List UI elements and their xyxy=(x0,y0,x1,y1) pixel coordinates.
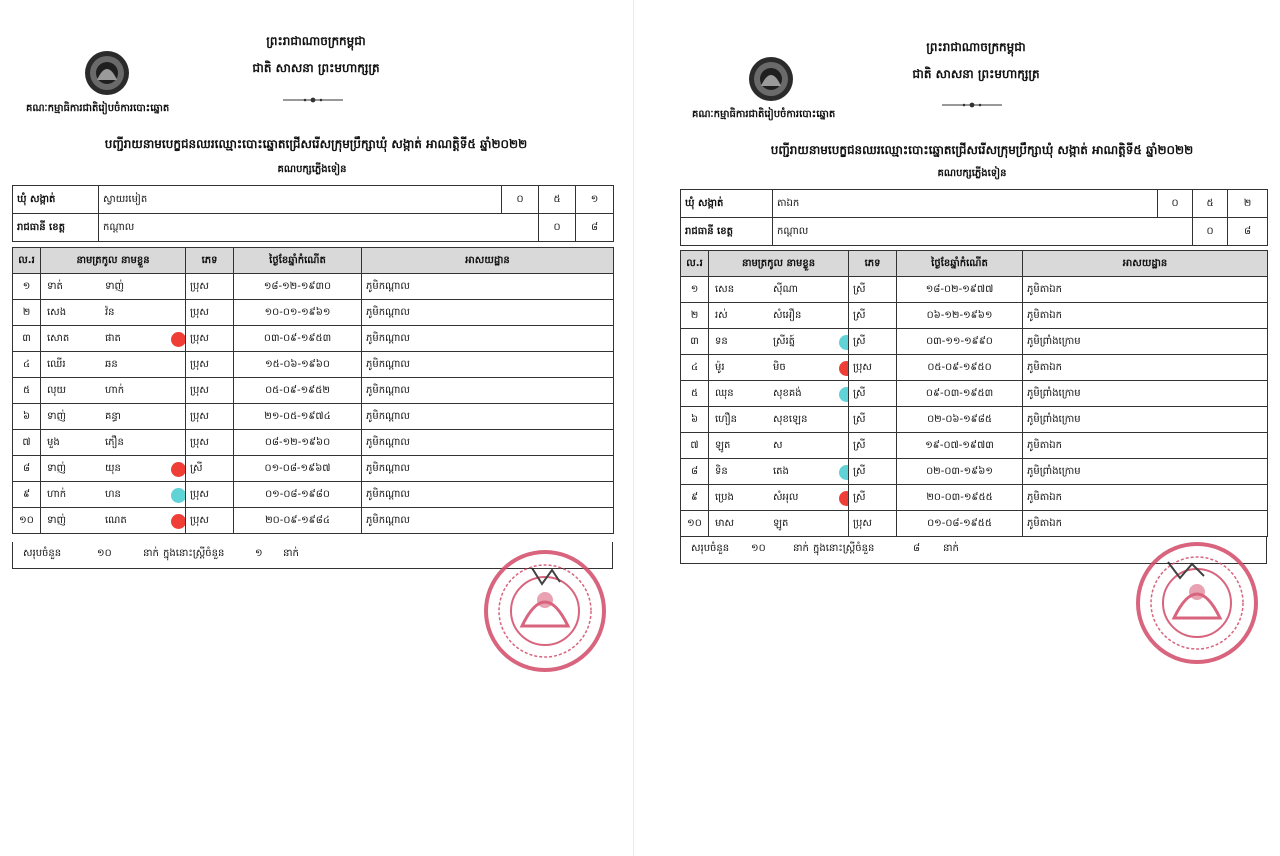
given-name: ទាញ់ xyxy=(105,281,125,292)
table-row xyxy=(13,482,614,508)
header-address: អាសយដ្ឋាន xyxy=(362,248,614,274)
cyan-dot-icon xyxy=(839,465,849,480)
table-row xyxy=(681,277,1268,303)
row-no: ៥ xyxy=(681,381,709,407)
family-name: សេន xyxy=(715,284,735,295)
row-no: ៧ xyxy=(681,433,709,459)
header-name: នាមត្រកូល នាមខ្លួន xyxy=(41,248,186,274)
red-dot-icon xyxy=(171,514,186,529)
dob-cell: ០៥-០៩-១៩៥២ xyxy=(234,378,362,404)
commune-value: តាឯក xyxy=(773,190,1158,218)
candidate-name xyxy=(41,352,186,378)
commune-label: ឃុំ សង្កាត់ xyxy=(681,190,773,218)
document-title: បញ្ជីរាយនាមបេក្ខជនឈរឈ្មោះបោះឆ្នោតជ្រើសរើសក្រុមប្រឹក្សាឃុំ សង្កាត់ អាណត្តិទី៥ ឆ្នាំ២០២២ xyxy=(770,143,1194,157)
candidate-name xyxy=(709,355,849,381)
given-name: សំអុល xyxy=(773,492,799,503)
address-cell: ភូមិកណ្ដាល xyxy=(362,482,614,508)
given-name: ស្រីរត្ន៍ xyxy=(773,336,796,347)
summary-unit: នាក់ xyxy=(943,543,959,554)
dob-cell: ០១-០៨-១៩៦៧ xyxy=(234,456,362,482)
family-name: សេង xyxy=(47,307,67,318)
candidate-name xyxy=(41,404,186,430)
sex-cell: ប្រុស xyxy=(186,326,234,352)
family-name: ម៉ូរ xyxy=(715,362,725,373)
row-no: ៩ xyxy=(681,485,709,511)
row-no: ៤ xyxy=(681,355,709,381)
address-cell: ភូមិកណ្ដាល xyxy=(362,508,614,534)
document-title: បញ្ជីរាយនាមបេក្ខជនឈរឈ្មោះបោះឆ្នោតជ្រើសរើសក្រុមប្រឹក្សាឃុំ សង្កាត់ អាណត្តិទី៥ ឆ្នាំ២០២២ xyxy=(104,137,528,151)
table-row xyxy=(681,355,1268,381)
given-name: ហន xyxy=(105,489,121,500)
document-right xyxy=(636,0,1280,856)
page-divider xyxy=(633,0,634,856)
summary-total: ១០ xyxy=(751,543,766,554)
dob-cell: ០៦-១២-១៩៦១ xyxy=(897,303,1023,329)
given-name: សុខគង់ xyxy=(773,388,802,399)
sex-cell: ប្រុស xyxy=(849,511,897,537)
sex-cell: ស្រី xyxy=(849,407,897,433)
candidate-name xyxy=(709,407,849,433)
commune-code-digit: ៥ xyxy=(539,186,576,214)
cyan-dot-icon xyxy=(839,387,849,402)
given-name: ផាត xyxy=(105,333,121,344)
dob-cell: ២១-០៥-១៩៧៤ xyxy=(234,404,362,430)
sex-cell: ប្រុស xyxy=(186,378,234,404)
row-no: ៦ xyxy=(681,407,709,433)
family-name: សោត xyxy=(47,333,70,344)
commune-code-digit: ០ xyxy=(502,186,539,214)
family-name: ទាញ់ xyxy=(47,411,67,422)
given-name: យុន xyxy=(105,463,121,474)
sex-cell: ប្រុស xyxy=(186,300,234,326)
summary-unit: នាក់ xyxy=(793,543,809,554)
province-code-digit: ០ xyxy=(539,214,576,242)
dob-cell: ០៣-០៩-១៩៥៣ xyxy=(234,326,362,352)
family-name: ឈើរ xyxy=(47,359,66,370)
candidate-name xyxy=(41,482,186,508)
family-name: ឈុន xyxy=(715,388,734,399)
candidate-name xyxy=(41,378,186,404)
table-header-row xyxy=(681,251,1268,277)
given-name: ហាក់ xyxy=(105,385,125,396)
table-row xyxy=(13,274,614,300)
ornament-divider-icon xyxy=(942,102,1002,108)
candidate-table xyxy=(12,247,614,534)
commune-row xyxy=(681,190,1268,218)
address-cell: ភូមិតាឯក xyxy=(1023,303,1268,329)
candidate-name xyxy=(709,511,849,537)
row-no: ៦ xyxy=(13,404,41,430)
header-address: អាសយដ្ឋាន xyxy=(1023,251,1268,277)
party-name: គណបក្សភ្លើងទៀន xyxy=(937,168,1007,179)
commune-value: ស្វាយរមៀត xyxy=(99,186,502,214)
commune-code-digit: ២ xyxy=(1228,190,1268,218)
province-row xyxy=(681,218,1268,246)
dob-cell: ១៨-០២-១៩៧៧ xyxy=(897,277,1023,303)
summary-women: ៨ xyxy=(913,543,921,554)
address-cell: ភូមិកណ្ដាល xyxy=(362,352,614,378)
dob-cell: ១៩-០៧-១៩៧៣ xyxy=(897,433,1023,459)
nation-motto: ជាតិ សាសនា ព្រះមហាក្សត្រ xyxy=(252,61,380,75)
summary-total: ១០ xyxy=(97,548,112,559)
row-no: ១ xyxy=(13,274,41,300)
family-name: ហឿន xyxy=(715,414,738,425)
province-code-digit: ០ xyxy=(1193,218,1228,246)
candidate-name xyxy=(41,300,186,326)
candidate-table xyxy=(680,250,1268,537)
address-cell: ភូមិតាឯក xyxy=(1023,511,1268,537)
commune-row xyxy=(13,186,614,214)
table-row xyxy=(13,508,614,534)
address-cell: ភូមិកណ្ដាល xyxy=(362,378,614,404)
row-no: ៤ xyxy=(13,352,41,378)
candidate-name xyxy=(709,433,849,459)
given-name: ស៊ីណា xyxy=(773,284,798,295)
candidate-name xyxy=(41,508,186,534)
location-table xyxy=(12,185,614,242)
address-cell: ភូមិព្រាំងក្រោម xyxy=(1023,381,1268,407)
sex-cell: ស្រី xyxy=(849,433,897,459)
sex-cell: ប្រុស xyxy=(186,430,234,456)
table-row xyxy=(13,430,614,456)
address-cell: ភូមិកណ្ដាល xyxy=(362,404,614,430)
party-name: គណបក្សភ្លើងទៀន xyxy=(277,164,347,175)
sex-cell: ប្រុស xyxy=(186,508,234,534)
candidate-name xyxy=(41,456,186,482)
province-value: កណ្ដាល xyxy=(773,218,1193,246)
candidate-name xyxy=(709,329,849,355)
table-row xyxy=(681,329,1268,355)
sex-cell: ស្រី xyxy=(849,485,897,511)
family-name: ទាញ់ xyxy=(47,463,67,474)
dob-cell: ០២-០៣-១៩៦១ xyxy=(897,459,1023,485)
sex-cell: ស្រី xyxy=(849,303,897,329)
family-name: ឡូត xyxy=(715,440,731,451)
sex-cell: ប្រុស xyxy=(849,355,897,381)
dob-cell: ១៨-១២-១៩៣០ xyxy=(234,274,362,300)
sex-cell: ស្រី xyxy=(849,381,897,407)
summary-total-label: សរុបចំនួន xyxy=(691,543,730,554)
header-dob: ថ្ងៃខែឆ្នាំកំណើត xyxy=(234,248,362,274)
row-no: ១០ xyxy=(13,508,41,534)
table-row xyxy=(13,378,614,404)
address-cell: ភូមិព្រាំងក្រោម xyxy=(1023,459,1268,485)
commune-code-digit: ៥ xyxy=(1193,190,1228,218)
dob-cell: ០៣-១១-១៩៩០ xyxy=(897,329,1023,355)
candidate-name xyxy=(709,485,849,511)
header-sex: ភេទ xyxy=(849,251,897,277)
row-no: ១ xyxy=(681,277,709,303)
given-name: ស xyxy=(773,440,783,451)
family-name: ទាញ់ xyxy=(47,515,67,526)
document-left xyxy=(0,0,633,856)
summary-unit: នាក់ xyxy=(143,548,159,559)
row-no: ៥ xyxy=(13,378,41,404)
address-cell: ភូមិតាឯក xyxy=(1023,433,1268,459)
address-cell: ភូមិកណ្ដាល xyxy=(362,456,614,482)
table-row xyxy=(681,381,1268,407)
given-name: ឡូត xyxy=(773,518,789,529)
row-no: ៧ xyxy=(13,430,41,456)
row-no: ៨ xyxy=(13,456,41,482)
given-name: គន្ធា xyxy=(105,411,121,422)
dob-cell: ១៥-០៦-១៩៦០ xyxy=(234,352,362,378)
row-no: ១០ xyxy=(681,511,709,537)
table-row xyxy=(681,407,1268,433)
dob-cell: ០៩-០៣-១៩៥៣ xyxy=(897,381,1023,407)
address-cell: ភូមិកណ្ដាល xyxy=(362,430,614,456)
table-row xyxy=(13,352,614,378)
table-row xyxy=(681,511,1268,537)
address-cell: ភូមិតាឯក xyxy=(1023,355,1268,381)
row-no: ២ xyxy=(681,303,709,329)
dob-cell: ០១-០៨-១៩៨០ xyxy=(234,482,362,508)
dob-cell: ០១-០៨-១៩៥៥ xyxy=(897,511,1023,537)
ornament-divider-icon xyxy=(283,97,343,103)
official-seal-icon xyxy=(482,548,608,674)
given-name: មិច xyxy=(773,362,786,373)
header-name: នាមត្រកូល នាមខ្លួន xyxy=(709,251,849,277)
given-name: សុខឡេន xyxy=(773,414,808,425)
family-name: ទិន xyxy=(715,466,728,477)
province-label: រាជធានី ខេត្ត xyxy=(13,214,99,242)
sex-cell: ប្រុស xyxy=(186,482,234,508)
dob-cell: ២០-០៣-១៩៥៥ xyxy=(897,485,1023,511)
dob-cell: ២០-០៩-១៩៨៤ xyxy=(234,508,362,534)
row-no: ៣ xyxy=(681,329,709,355)
nec-emblem-icon xyxy=(84,50,130,96)
table-header-row xyxy=(13,248,614,274)
summary-unit: នាក់ xyxy=(283,548,299,559)
candidate-name xyxy=(41,326,186,352)
sex-cell: ស្រី xyxy=(849,329,897,355)
table-row xyxy=(681,303,1268,329)
table-row xyxy=(13,326,614,352)
given-name: តេង xyxy=(773,466,789,477)
family-name: ទន xyxy=(715,336,728,347)
header-sex: ភេទ xyxy=(186,248,234,274)
summary-women-label: ក្នុងនោះស្ត្រីចំនួន xyxy=(813,543,875,554)
address-cell: ភូមិកណ្ដាល xyxy=(362,274,614,300)
province-code-digit: ៨ xyxy=(1228,218,1268,246)
family-name: រស់ xyxy=(715,310,728,321)
given-name: សំអឿន xyxy=(773,310,802,321)
candidate-name xyxy=(41,430,186,456)
family-name: ប្រេង xyxy=(715,492,734,503)
commune-code-digit: ១ xyxy=(576,186,614,214)
row-no: ៣ xyxy=(13,326,41,352)
family-name: មាស xyxy=(715,518,735,529)
given-name: ភឿន xyxy=(105,437,124,448)
table-row xyxy=(13,404,614,430)
candidate-name xyxy=(41,274,186,300)
table-row xyxy=(13,300,614,326)
candidate-name xyxy=(709,277,849,303)
row-no: ២ xyxy=(13,300,41,326)
given-name: ណេត xyxy=(105,515,127,526)
sex-cell: ស្រី xyxy=(849,459,897,485)
table-row xyxy=(681,485,1268,511)
summary-total-label: សរុបចំនួន xyxy=(23,548,62,559)
nec-emblem-icon xyxy=(748,56,794,102)
province-code-digit: ៨ xyxy=(576,214,614,242)
sex-cell: ស្រី xyxy=(849,277,897,303)
province-value: កណ្ដាល xyxy=(99,214,539,242)
address-cell: ភូមិកណ្ដាល xyxy=(362,300,614,326)
dob-cell: ១០-០១-១៩៦១ xyxy=(234,300,362,326)
address-cell: ភូមិតាឯក xyxy=(1023,277,1268,303)
nation-motto: ជាតិ សាសនា ព្រះមហាក្សត្រ xyxy=(912,67,1040,81)
sex-cell: ប្រុស xyxy=(186,352,234,378)
sex-cell: ប្រុស xyxy=(186,404,234,430)
sex-cell: ស្រី xyxy=(186,456,234,482)
red-dot-icon xyxy=(839,491,849,506)
dob-cell: ០២-០៦-១៩៨៥ xyxy=(897,407,1023,433)
sex-cell: ប្រុស xyxy=(186,274,234,300)
dob-cell: ០៥-០៩-១៩៥០ xyxy=(897,355,1023,381)
red-dot-icon xyxy=(839,361,849,376)
red-dot-icon xyxy=(171,462,186,477)
header-dob: ថ្ងៃខែឆ្នាំកំណើត xyxy=(897,251,1023,277)
summary-women-label: ក្នុងនោះស្ត្រីចំនួន xyxy=(163,548,225,559)
candidate-name xyxy=(709,381,849,407)
candidate-name xyxy=(709,459,849,485)
commune-code-digit: ០ xyxy=(1158,190,1193,218)
summary-women: ១ xyxy=(255,548,263,559)
committee-name: គណៈកម្មាធិការជាតិរៀបចំការបោះឆ្នោត xyxy=(692,109,836,120)
row-no: ៨ xyxy=(681,459,709,485)
given-name: វ៉ន xyxy=(105,307,115,318)
red-dot-icon xyxy=(171,332,186,347)
cyan-dot-icon xyxy=(171,488,186,503)
province-row xyxy=(13,214,614,242)
location-table xyxy=(680,189,1268,246)
table-row xyxy=(681,433,1268,459)
table-row xyxy=(681,459,1268,485)
kingdom-heading: ព្រះរាជាណាចក្រកម្ពុជា xyxy=(926,40,1026,54)
family-name: មួង xyxy=(47,437,60,448)
family-name: ទាត់ xyxy=(47,281,63,292)
table-row xyxy=(13,456,614,482)
row-no: ៩ xyxy=(13,482,41,508)
candidate-name xyxy=(709,303,849,329)
address-cell: ភូមិព្រាំងក្រោម xyxy=(1023,407,1268,433)
kingdom-heading: ព្រះរាជាណាចក្រកម្ពុជា xyxy=(266,34,366,48)
given-name: ឆន xyxy=(105,359,118,370)
committee-name: គណៈកម្មាធិការជាតិរៀបចំការបោះឆ្នោត xyxy=(26,103,170,114)
province-label: រាជធានី ខេត្ត xyxy=(681,218,773,246)
commune-label: ឃុំ សង្កាត់ xyxy=(13,186,99,214)
address-cell: ភូមិតាឯក xyxy=(1023,485,1268,511)
header-no: ល.រ xyxy=(13,248,41,274)
cyan-dot-icon xyxy=(839,335,849,350)
family-name: លុយ xyxy=(47,385,67,396)
header-no: ល.រ xyxy=(681,251,709,277)
official-seal-icon xyxy=(1134,540,1260,666)
address-cell: ភូមិព្រាំងក្រោម xyxy=(1023,329,1268,355)
address-cell: ភូមិកណ្ដាល xyxy=(362,326,614,352)
dob-cell: ០៨-១២-១៩៦០ xyxy=(234,430,362,456)
family-name: ហាក់ xyxy=(47,489,67,500)
